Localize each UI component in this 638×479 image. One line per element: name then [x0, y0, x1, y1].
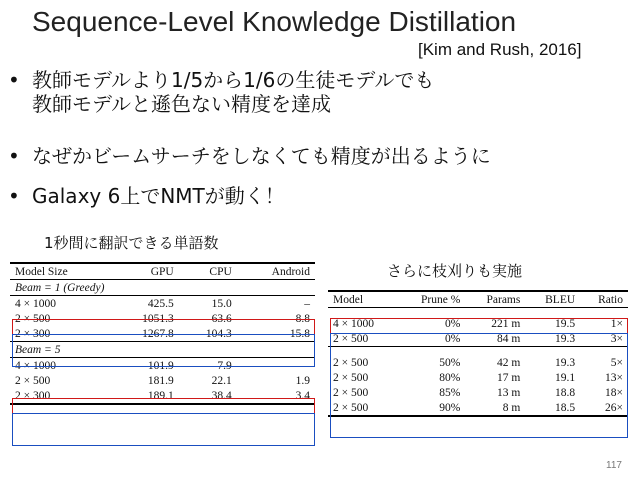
- bullet-marker: •: [8, 184, 20, 208]
- bullet-3-text: Galaxy 6上でNMTが動く！: [32, 184, 285, 208]
- bullet-1-line-1: 教師モデルより1/5から1/6の生徒モデルでも: [32, 68, 435, 92]
- table-cell: 15.0: [211, 297, 232, 310]
- table-cell: 2 × 300: [15, 327, 51, 340]
- table-row: [328, 385, 628, 400]
- table-cell: 22.1: [211, 374, 232, 387]
- citation: [Kim and Rush, 2016]: [418, 40, 582, 59]
- table-cell: 19.1: [555, 371, 576, 384]
- table-cell: 1.9: [295, 374, 310, 387]
- table-cell: 38.4: [211, 389, 232, 402]
- table-row: [328, 370, 628, 385]
- table-cell: 8 m: [502, 401, 521, 414]
- table-cell: 1×: [610, 317, 623, 330]
- table-cell: 85%: [439, 386, 461, 399]
- header-cell: Android: [271, 265, 310, 278]
- table-row: [10, 296, 315, 312]
- table-cell: 42 m: [497, 356, 521, 369]
- table-cell: 90%: [439, 401, 461, 414]
- table-header-row: [328, 291, 628, 308]
- table-cell: 2 × 500: [15, 312, 51, 325]
- table-row: [10, 388, 315, 404]
- table-cell: 15.8: [289, 327, 310, 340]
- slide-title: Sequence-Level Knowledge Distillation: [32, 6, 517, 37]
- table-cell: 5×: [610, 356, 623, 369]
- header-cell: Params: [486, 293, 521, 306]
- table-cell: 2 × 500: [15, 374, 51, 387]
- bullet-3: [8, 184, 285, 208]
- left-table-caption: 1秒間に翻訳できる単語数: [44, 234, 219, 252]
- table-cell: 425.5: [147, 297, 174, 310]
- section-label: Beam = 1 (Greedy): [15, 281, 105, 294]
- table-row: [328, 331, 628, 347]
- table-cell: 221 m: [491, 317, 521, 330]
- table-cell: 2 × 500: [333, 401, 369, 414]
- table-row: [10, 326, 315, 342]
- table-cell: 8.8: [295, 312, 310, 325]
- header-cell: Prune %: [421, 293, 461, 306]
- table-cell: 18×: [605, 386, 623, 399]
- student-highlight-box: [12, 413, 315, 446]
- right-table-caption: さらに枝刈りも実施: [387, 262, 523, 280]
- table-cell: 1267.8: [142, 327, 174, 340]
- table-row: [10, 358, 315, 374]
- table-cell: 26×: [605, 401, 623, 414]
- table-cell: 13×: [605, 371, 623, 384]
- table-header-row: [10, 263, 315, 280]
- page-number: 117: [606, 460, 622, 471]
- table-cell: 4 × 1000: [15, 359, 56, 372]
- table-cell: 80%: [439, 371, 461, 384]
- bullet-1-line-2: 教師モデルと遜色ない精度を達成: [32, 92, 331, 116]
- table-cell: 2 × 500: [333, 332, 369, 345]
- bullet-marker: •: [8, 144, 20, 168]
- header-cell: GPU: [150, 265, 174, 278]
- table-cell: 4 × 1000: [333, 317, 374, 330]
- table-cell: 63.6: [211, 312, 232, 325]
- table-cell: 2 × 500: [333, 386, 369, 399]
- table-cell: 19.5: [555, 317, 576, 330]
- table-cell: 104.3: [205, 327, 232, 340]
- table-cell: –: [304, 297, 310, 310]
- table-cell: 2 × 300: [15, 389, 51, 402]
- header-cell: Ratio: [598, 293, 623, 306]
- table-cell: 3×: [610, 332, 623, 345]
- table-cell: 18.8: [555, 386, 576, 399]
- table-cell: 17 m: [497, 371, 521, 384]
- table-row: [328, 400, 628, 416]
- header-cell: Model: [333, 293, 364, 306]
- bullet-1: [8, 68, 434, 116]
- table-cell: 0%: [444, 332, 461, 345]
- table-cell: 101.9: [147, 359, 174, 372]
- bullet-2-text: なぜかビームサーチをしなくても精度が出るように: [32, 144, 491, 168]
- table-cell: 50%: [439, 356, 461, 369]
- table-cell: 18.5: [555, 401, 576, 414]
- bullet-2: [8, 144, 491, 168]
- table-cell: 181.9: [147, 374, 174, 387]
- header-cell: CPU: [209, 265, 232, 278]
- table-cell: 13 m: [497, 386, 521, 399]
- table-cell: –: [304, 359, 310, 372]
- section-row: [10, 342, 315, 358]
- bullet-marker: •: [8, 68, 20, 92]
- table-cell: 1051.3: [142, 312, 174, 325]
- table-row: [328, 316, 628, 331]
- section-row: [10, 280, 315, 296]
- table-cell: 84 m: [497, 332, 521, 345]
- table-cell: 0%: [444, 317, 461, 330]
- table-cell: 19.3: [555, 332, 576, 345]
- table-cell: 7.9: [217, 359, 232, 372]
- table-cell: 2 × 500: [333, 371, 369, 384]
- table-cell: 4 × 1000: [15, 297, 56, 310]
- table-row: [10, 311, 315, 326]
- table-row: [328, 355, 628, 370]
- table-cell: 19.3: [555, 356, 576, 369]
- table-cell: 3.4: [295, 389, 310, 402]
- speed-table: [10, 262, 315, 405]
- header-cell: Model Size: [15, 265, 68, 278]
- table-cell: 2 × 500: [333, 356, 369, 369]
- table-row: [10, 373, 315, 388]
- section-label: Beam = 5: [15, 343, 61, 356]
- header-cell: BLEU: [545, 293, 576, 306]
- table-cell: 189.1: [147, 389, 174, 402]
- pruning-table: [328, 290, 628, 417]
